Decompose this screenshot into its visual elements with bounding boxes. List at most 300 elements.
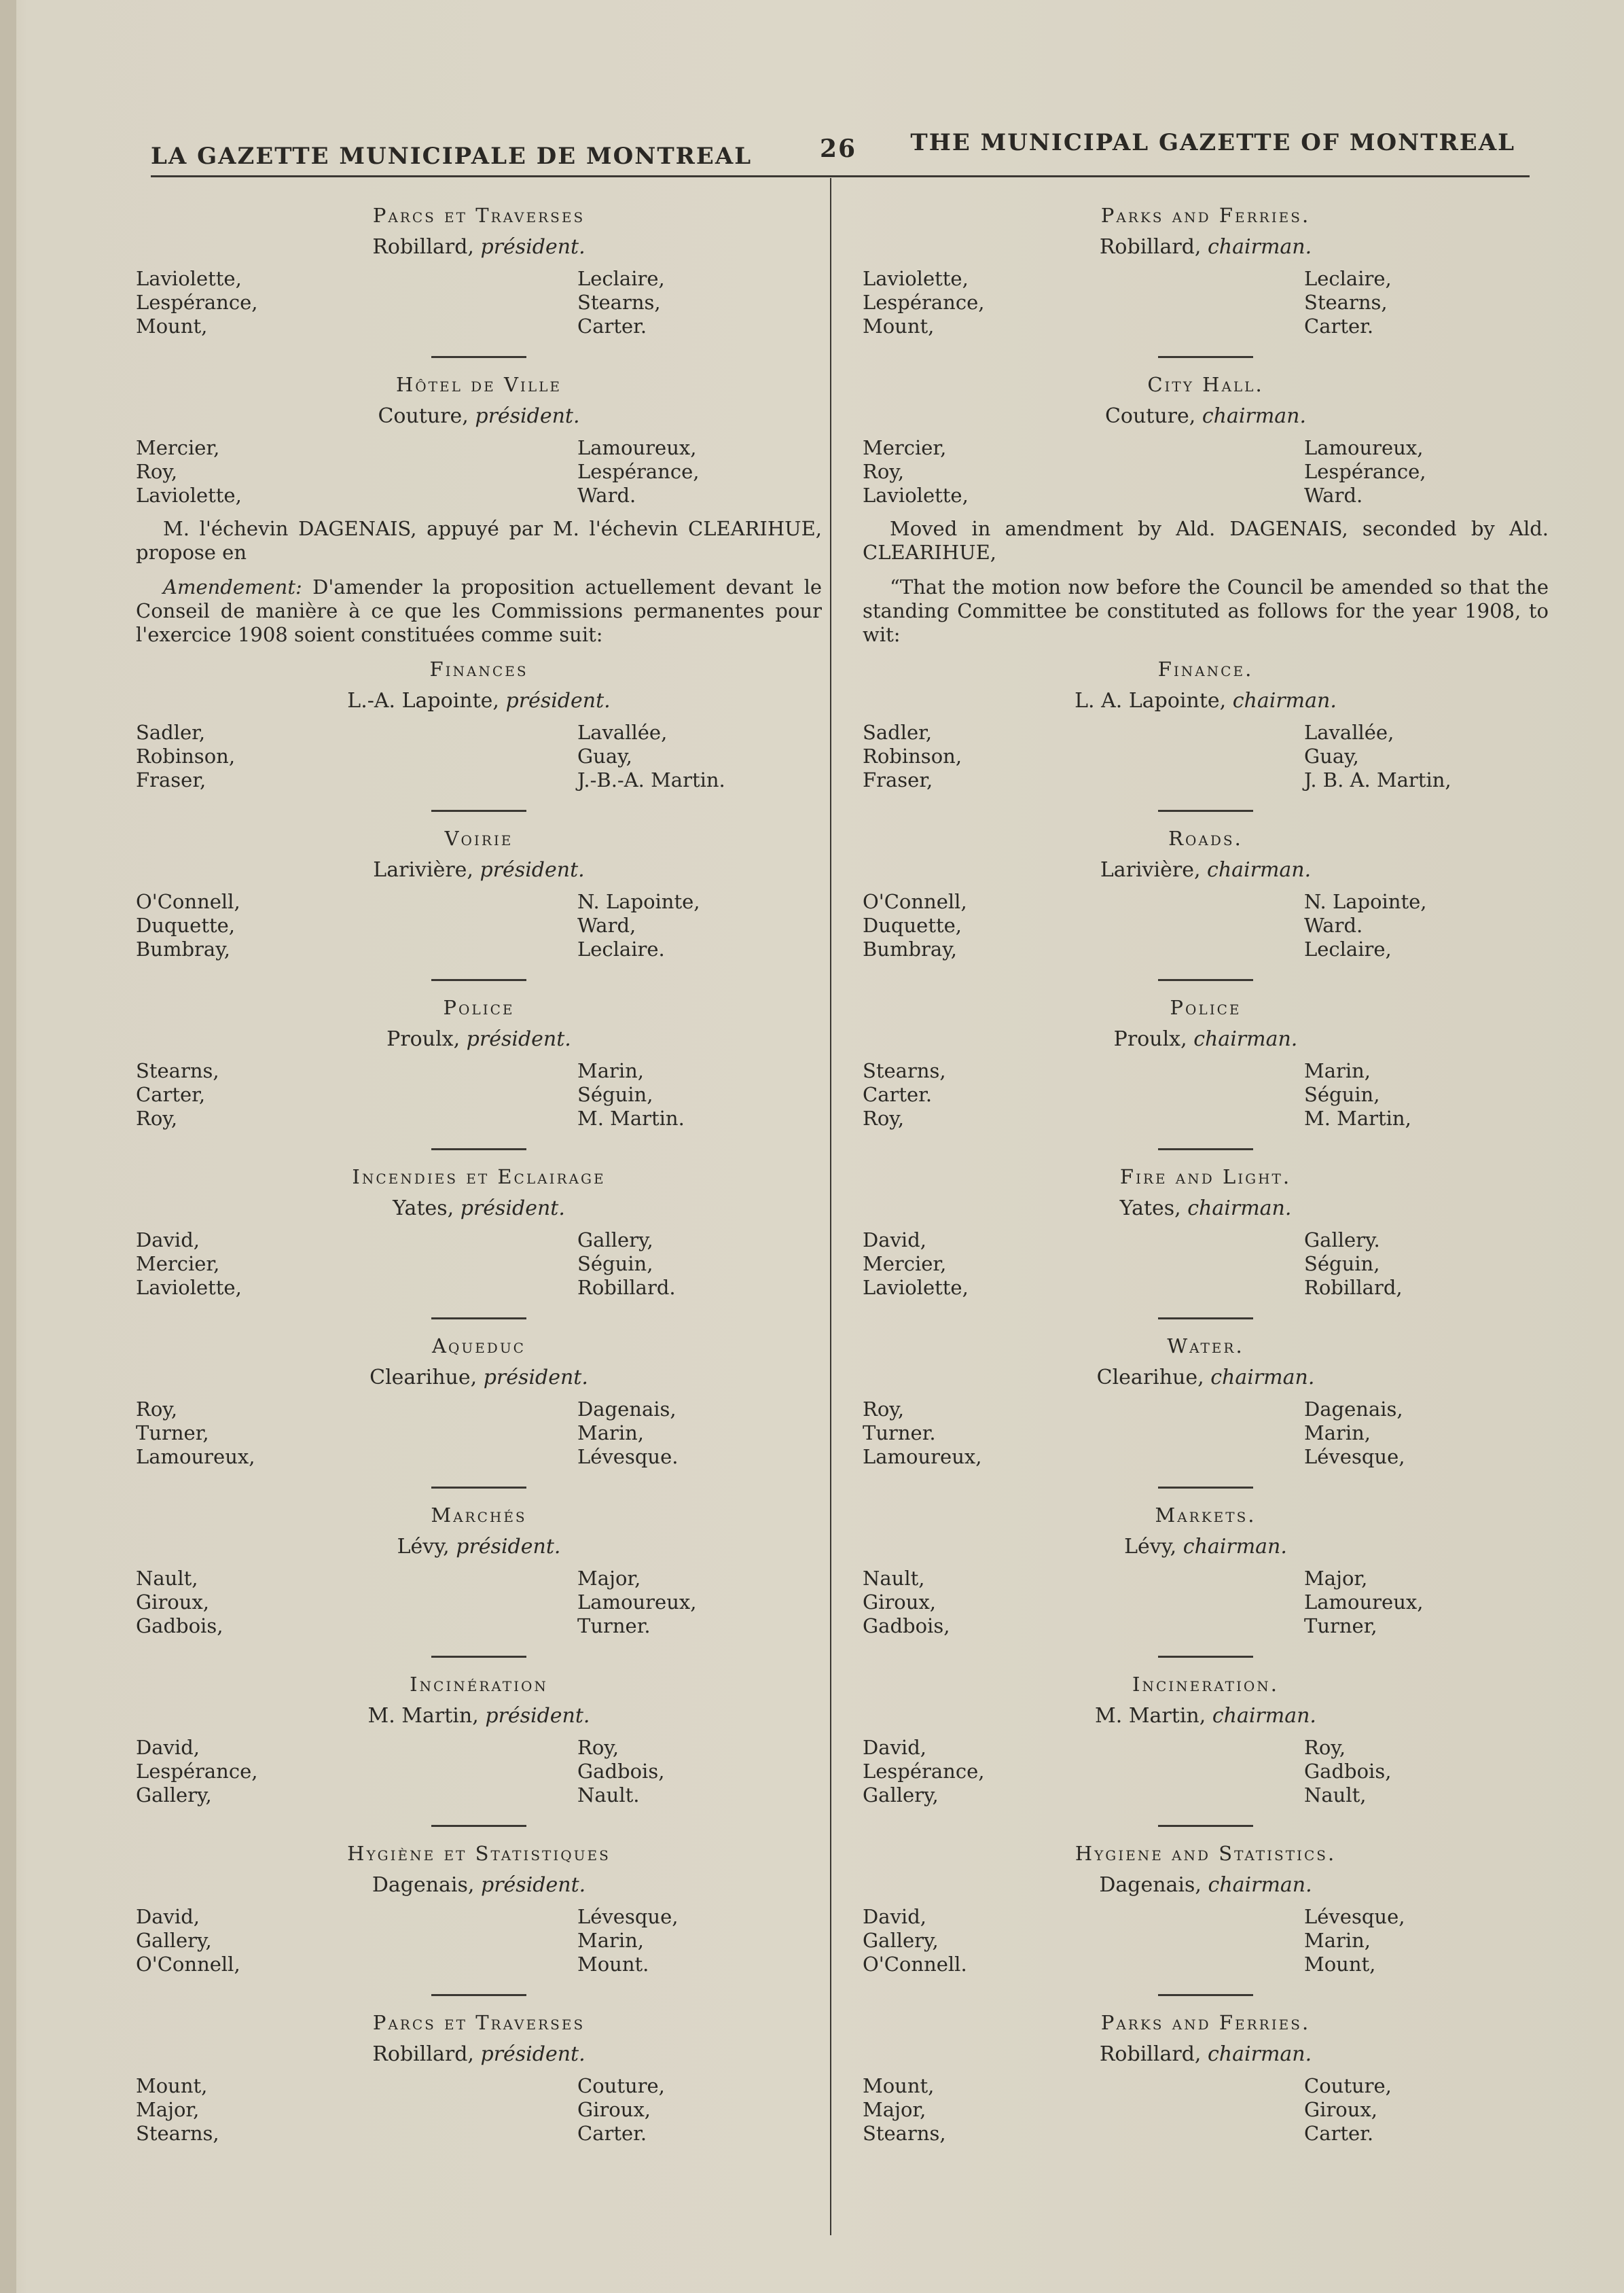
committee-title: Voirie [444,827,513,850]
member-name: Sadler, [863,721,933,744]
committee-chair [863,1027,1549,1051]
committee-title: Water. [1167,1334,1244,1357]
member-name: Fraser, [863,768,933,792]
chair-role: président. [481,1873,586,1897]
committee-block [136,204,822,338]
members-column [1304,1398,1521,1469]
member-name: O'Connell, [136,1953,240,1976]
members-column [863,1059,1182,1131]
members-column [577,1905,795,1976]
member-name: Giroux, [577,2098,651,2121]
chair-name: Dagenais, [372,1873,475,1897]
members-column [136,1059,455,1131]
committee-chair [863,689,1549,713]
member-name: Séguin, [1304,1083,1380,1106]
member-name: Gallery, [863,1929,939,1952]
members-column [863,436,1182,508]
member-name: Roy, [863,460,905,483]
member-name: Fraser, [136,768,206,792]
member-name: Ward, [577,914,636,937]
committee-block [136,1673,822,1807]
chair-role: chairman. [1212,1704,1316,1728]
members-list [136,1736,822,1807]
committee-block [863,1673,1549,1807]
member-name: Leclaire, [1304,938,1392,961]
page-number: 26 [820,135,857,163]
member-name: David, [863,1736,926,1759]
member-name: J.-B.-A. Martin. [577,768,725,792]
committee-block [136,2011,822,2146]
committee-chair [136,404,822,428]
member-name: Gadbois, [577,1760,665,1783]
committee-block [863,658,1549,792]
member-name: Turner, [1304,1614,1377,1637]
committee-title: Parks and Ferries. [1100,204,1311,227]
member-name: Bumbray, [863,938,957,961]
committee-title: Markets. [1155,1504,1257,1527]
members-column [577,1567,795,1638]
member-name: Ward. [1304,484,1363,507]
member-name: Lamoureux, [1304,1590,1424,1614]
members-list [863,890,1549,961]
separator-rule [431,810,526,812]
member-name: Roy, [136,1107,178,1130]
member-name: Stearns, [577,291,661,314]
chair-role: président. [480,858,585,882]
committee-title: Roads. [1168,827,1243,850]
chair-role: président. [483,1366,588,1389]
member-name: Giroux, [863,1590,937,1614]
members-column [136,267,455,338]
committee-chair [863,1196,1549,1220]
committee-chair [863,235,1549,259]
chair-role: chairman. [1208,235,1312,259]
member-name: Lespérance, [863,291,985,314]
members-column [1304,1228,1521,1300]
members-column [863,1228,1182,1300]
committee-block [136,1842,822,1976]
member-name: Dagenais, [1304,1398,1403,1421]
members-list [863,267,1549,338]
header-rule [151,175,1530,177]
member-name: Gadbois, [863,1614,950,1637]
english-column [863,204,1549,2154]
separator-rule [1158,979,1253,981]
committee-title: Police [443,996,515,1019]
members-list [136,1398,822,1469]
members-column [863,890,1182,961]
chair-role: président. [505,689,611,713]
committee-title: Incineration. [1132,1673,1280,1696]
members-column [577,436,795,508]
members-column [863,721,1182,792]
member-name: O'Connell, [136,890,240,913]
members-column [136,1736,455,1807]
members-column [136,2074,455,2146]
committee-chair [136,235,822,259]
member-name: Carter. [1304,2122,1374,2145]
member-name: Lavallée, [577,721,668,744]
committee-title: Marchés [431,1504,527,1527]
member-name: Lamoureux, [577,1590,697,1614]
chair-name: Clearihue, [369,1366,477,1389]
member-name: Stearns, [136,1059,219,1082]
chair-name: Dagenais, [1099,1873,1202,1897]
member-name: Mount, [136,2074,208,2097]
members-column [136,1905,455,1976]
member-name: Roy, [136,1398,178,1421]
member-name: Laviolette, [136,1276,242,1299]
member-name: Gadbois, [136,1614,223,1637]
member-name: Stearns, [136,2122,219,2145]
header-title-french: LA GAZETTE MUNICIPALE DE MONTREAL [151,143,753,170]
separator-rule [1158,356,1253,358]
member-name: Marin, [1304,1421,1371,1444]
member-name: Marin, [577,1059,645,1082]
members-column [577,1059,795,1131]
member-name: Turner. [863,1421,936,1444]
member-name: Stearns, [863,1059,946,1082]
members-column [577,721,795,792]
member-name: Bumbray, [136,938,230,961]
committee-title: Hygiène et Statistiques [347,1842,611,1865]
members-list [136,890,822,961]
member-name: Mount, [136,315,208,338]
separator-rule [431,1825,526,1827]
member-name: Nault, [863,1567,925,1590]
member-name: Carter, [136,1083,206,1106]
chair-name: Robillard, [372,235,474,259]
member-name: Duquette, [863,914,962,937]
members-list [863,1228,1549,1300]
chair-name: Clearihue, [1096,1366,1204,1389]
members-column [1304,267,1521,338]
member-name: Mercier, [863,1252,947,1275]
committee-chair [136,2042,822,2066]
members-column [136,1398,455,1469]
member-name: Lévesque, [1304,1905,1405,1928]
members-column [1304,1567,1521,1638]
member-name: Marin, [1304,1059,1371,1082]
chair-name: Lévy, [397,1535,450,1559]
members-column [1304,436,1521,508]
members-list [136,267,822,338]
members-column [577,2074,795,2146]
committee-title: Hôtel de Ville [396,373,562,396]
member-name: Giroux, [1304,2098,1378,2121]
member-name: Mercier, [863,436,947,459]
committee-block [136,996,822,1131]
member-name: Lévesque, [577,1905,679,1928]
committee-title: Parcs et Traverses [372,2011,585,2034]
committee-title: City Hall. [1147,373,1264,396]
committee-block [136,373,822,508]
members-list [863,1736,1549,1807]
member-name: Turner. [577,1614,651,1637]
chair-role: chairman. [1202,404,1307,428]
amendment-text: D'amender la proposition actuellement devant le Conseil de manière à ce que les Commissions permanentes pour l'exercice 1908 soient constituées comme suit: [136,575,823,646]
member-name: Turner, [136,1421,209,1444]
committee-title: Hygiene and Statistics. [1075,1842,1337,1865]
member-name: Stearns, [1304,291,1388,314]
separator-rule [1158,1994,1253,1996]
member-name: David, [863,1228,926,1251]
chair-role: chairman. [1208,2042,1312,2066]
member-name: M. Martin, [1304,1107,1411,1130]
committee-block [136,1504,822,1638]
member-name: Carter. [577,315,647,338]
committee-chair [136,1366,822,1389]
members-column [863,1398,1182,1469]
member-name: Marin, [577,1929,645,1952]
members-list [136,436,822,508]
member-name: Leclaire, [1304,267,1392,290]
member-name: Mount, [1304,1953,1376,1976]
member-name: Lespérance, [136,291,258,314]
chair-name: Robillard, [1099,235,1202,259]
committee-chair [136,858,822,882]
members-list [863,1398,1549,1469]
chair-name: Robillard, [372,2042,474,2066]
members-list [136,1567,822,1638]
members-column [863,267,1182,338]
chair-name: Larivière, [373,858,473,882]
members-column [1304,1905,1521,1976]
member-name: Gallery, [136,1783,212,1807]
column-divider [830,178,831,2235]
member-name: Nault, [1304,1783,1367,1807]
member-name: Marin, [1304,1929,1371,1952]
committee-title: Incinération [410,1673,548,1696]
member-name: David, [136,1736,200,1759]
members-column [136,436,455,508]
separator-rule [431,979,526,981]
committee-title: Fire and Light. [1119,1165,1292,1188]
member-name: Leclaire. [577,938,665,961]
member-name: Gallery, [863,1783,939,1807]
committee-block [863,1842,1549,1976]
separator-rule [1158,1825,1253,1827]
committee-block [136,1334,822,1469]
members-list [136,1228,822,1300]
member-name: Guay, [577,745,632,768]
chair-name: Robillard, [1099,2042,1202,2066]
separator-rule [431,1487,526,1489]
member-name: Laviolette, [863,267,969,290]
members-column [863,2074,1182,2146]
header-title-english: THE MUNICIPAL GAZETTE OF MONTREAL [910,129,1515,156]
separator-rule [431,1656,526,1658]
committee-title: Finances [429,658,528,681]
motion-text [136,575,822,647]
members-column [863,1736,1182,1807]
chair-role: chairman. [1232,689,1337,713]
member-name: Roy, [136,460,178,483]
chair-name: Couture, [1104,404,1196,428]
chair-name: M. Martin, [1095,1704,1206,1728]
committee-chair [136,1535,822,1559]
members-list [863,721,1549,792]
amendment-label: Amendement: [163,575,302,599]
committee-chair [863,858,1549,882]
members-list [136,721,822,792]
committee-chair [863,1535,1549,1559]
chair-role: président. [480,235,585,259]
binding-edge [0,0,16,2293]
committee-block [136,1165,822,1300]
chair-role: chairman. [1193,1027,1298,1051]
member-name: Major, [136,2098,200,2121]
committee-chair [136,1873,822,1897]
member-name: Lespérance, [136,1760,258,1783]
member-name: Lamoureux, [577,436,697,459]
committee-chair [863,2042,1549,2066]
committee-title: Finance. [1157,658,1254,681]
members-column [1304,1736,1521,1807]
members-column [1304,1059,1521,1131]
chair-name: Yates, [1119,1196,1181,1220]
members-list [136,1059,822,1131]
member-name: Stearns, [863,2122,946,2145]
member-name: N. Lapointe, [577,890,700,913]
member-name: M. Martin. [577,1107,685,1130]
committee-chair [863,1366,1549,1389]
committee-chair [863,1704,1549,1728]
member-name: Leclaire, [577,267,665,290]
committee-chair [136,689,822,713]
member-name: Couture, [1304,2074,1392,2097]
committee-chair [136,1704,822,1728]
member-name: Giroux, [136,1590,210,1614]
committee-title: Police [1170,996,1242,1019]
chair-role: chairman. [1207,858,1312,882]
member-name: N. Lapointe, [1304,890,1427,913]
members-column [1304,890,1521,961]
member-name: Mercier, [136,1252,220,1275]
member-name: Carter. [863,1083,933,1106]
member-name: Couture, [577,2074,665,2097]
member-name: Lespérance, [863,1760,985,1783]
chair-name: L. A. Lapointe, [1075,689,1227,713]
member-name: Laviolette, [136,484,242,507]
members-column [577,1228,795,1300]
members-column [136,721,455,792]
member-name: Dagenais, [577,1398,676,1421]
chair-role: chairman. [1208,1873,1312,1897]
member-name: Marin, [577,1421,645,1444]
member-name: Séguin, [1304,1252,1380,1275]
member-name: Mount. [577,1953,649,1976]
members-list [863,1059,1549,1131]
members-column [136,1228,455,1300]
motion-text: Moved in amendment by Ald. DAGENAIS, seconded by Ald. CLEARIHUE, [863,517,1549,564]
member-name: Carter. [1304,315,1374,338]
member-name: Gallery, [136,1929,212,1952]
separator-rule [1158,1487,1253,1489]
chair-name: Proulx, [1113,1027,1187,1051]
member-name: Guay, [1304,745,1359,768]
member-name: Ward. [577,484,636,507]
members-column [863,1905,1182,1976]
member-name: Mount, [863,2074,935,2097]
chair-role: chairman. [1210,1366,1315,1389]
page-header [151,129,1515,177]
chair-name: Proulx, [386,1027,461,1051]
members-column [136,1567,455,1638]
member-name: Major, [863,2098,926,2121]
committee-chair [863,1873,1549,1897]
members-column [863,1567,1182,1638]
member-name: Nault. [577,1783,640,1807]
members-list [863,1567,1549,1638]
committee-block [136,827,822,961]
member-name: Sadler, [136,721,206,744]
member-name: Carter. [577,2122,647,2145]
member-name: O'Connell. [863,1953,967,1976]
committee-block [863,1334,1549,1469]
member-name: Robillard, [1304,1276,1403,1299]
member-name: David, [136,1905,200,1928]
members-list [136,1905,822,1976]
member-name: Roy, [863,1107,905,1130]
member-name: Nault, [136,1567,198,1590]
chair-role: président. [466,1027,571,1051]
committee-block [863,373,1549,508]
committee-chair [136,1196,822,1220]
chair-name: Lévy, [1124,1535,1177,1559]
member-name: Lamoureux, [1304,436,1424,459]
chair-role: chairman. [1187,1196,1292,1220]
member-name: J. B. A. Martin, [1304,768,1451,792]
member-name: Robinson, [136,745,236,768]
member-name: Séguin, [577,1083,653,1106]
committee-block [863,996,1549,1131]
member-name: Duquette, [136,914,236,937]
member-name: Lévesque, [1304,1445,1405,1468]
members-column [1304,721,1521,792]
chair-role: chairman. [1183,1535,1287,1559]
committee-block [863,2011,1549,2146]
member-name: Roy, [577,1736,619,1759]
member-name: Major, [577,1567,641,1590]
member-name: O'Connell, [863,890,967,913]
separator-rule [1158,1317,1253,1319]
members-list [863,436,1549,508]
member-name: Lespérance, [577,460,700,483]
committee-title: Parks and Ferries. [1100,2011,1311,2034]
member-name: Lamoureux, [136,1445,255,1468]
committee-title: Parcs et Traverses [372,204,585,227]
member-name: Mount, [863,315,935,338]
member-name: Robillard. [577,1276,676,1299]
members-list [136,2074,822,2146]
member-name: Roy, [863,1398,905,1421]
members-column [577,1398,795,1469]
chair-name: Couture, [378,404,469,428]
separator-rule [1158,1148,1253,1150]
amendment-text: “That the motion now before the Council be amended so that the standing Committee be constituted as follows for the year 1908, to wit: [863,575,1549,646]
chair-role: président. [480,2042,585,2066]
members-column [136,890,455,961]
member-name: Lamoureux, [863,1445,982,1468]
committee-block [863,1504,1549,1638]
french-column [136,204,822,2154]
member-name: Mercier, [136,436,220,459]
committee-block [136,658,822,792]
chair-role: président. [475,404,580,428]
member-name: Robinson, [863,745,962,768]
committee-title: Incendies et Eclairage [352,1165,606,1188]
